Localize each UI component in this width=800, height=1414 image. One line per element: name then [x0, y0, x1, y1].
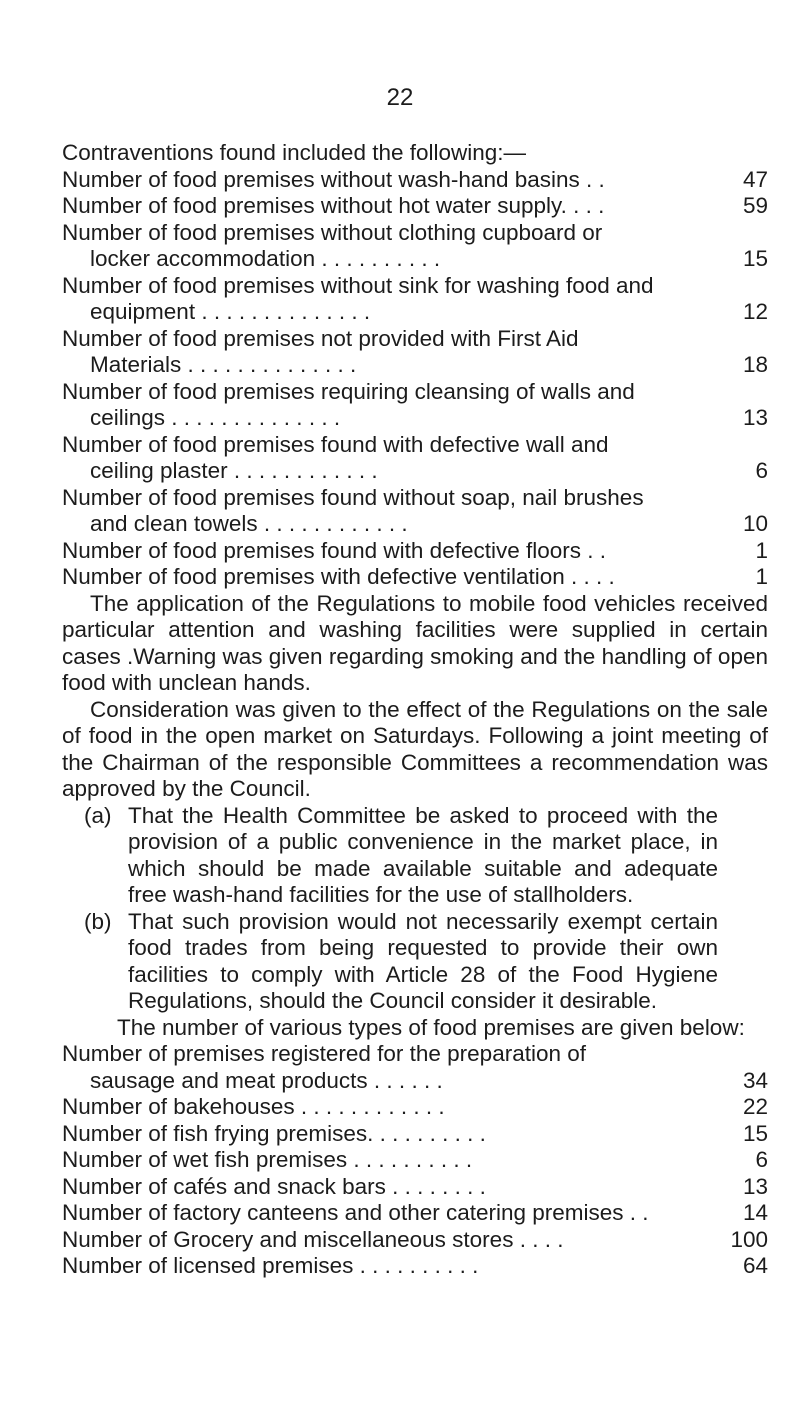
open-market-paragraph: Consideration was given to the effect of the Regulations on the sale of food in the open market on Saturdays. Following a joint meeting of the Chairman of the responsible Committees a recommendation was approved by the Council.: [62, 696, 768, 801]
contravention-label: Number of food premises without hot water supply. . . .: [62, 193, 605, 218]
premises-label: Number of wet fish premises . . . . . . . . . .: [62, 1147, 473, 1172]
premises-count: 64: [742, 1253, 768, 1278]
contravention-count: 59: [742, 193, 768, 218]
premises-row: [62, 1253, 768, 1280]
contravention-row: [62, 326, 768, 379]
page-number: 22: [386, 84, 414, 111]
contravention-count: 10: [742, 511, 768, 536]
premises-row: [62, 1227, 768, 1254]
contravention-label-cont: ceiling plaster . . . . . . . . . . . .: [90, 458, 378, 483]
premises-label: Number of fish frying premises. . . . . . . . . .: [62, 1120, 486, 1146]
premises-count: 6: [755, 1147, 768, 1172]
contravention-label: Number of food premises found with defective floors . .: [62, 537, 607, 563]
premises-count: 22: [742, 1094, 768, 1119]
premises-label: Number of premises registered for the preparation of: [62, 1041, 587, 1066]
contravention-count: 18: [742, 352, 768, 377]
premises-row: [62, 1200, 768, 1227]
recommendation-marker: (b): [84, 908, 112, 934]
contravention-count: 12: [742, 299, 768, 324]
premises-count: 15: [742, 1120, 768, 1146]
recommendation-text: That such provision would not necessarily exempt certain food trades from being requested to provide their own facilities to comply with Article 28 of the Food Hygiene Regulations, should the Council consider it desirable.: [128, 908, 718, 1013]
premises-label: Number of Grocery and miscellaneous stores . . . .: [62, 1226, 564, 1252]
premises-label-cont: sausage and meat products . . . . . .: [90, 1067, 443, 1093]
mobile-vehicles-paragraph: The application of the Regulations to mobile food vehicles received particular attention and washing facilities were supplied in certain cases .Warning was given regarding smoking and the handling of open food with unclean hands.: [62, 590, 768, 695]
contraventions-list: [62, 167, 768, 591]
recommendation-item: [84, 803, 768, 909]
contravention-label-cont: equipment . . . . . . . . . . . . . .: [90, 299, 371, 324]
premises-row: [62, 1174, 768, 1201]
contravention-label: Number of food premises with defective ventilation . . . .: [62, 564, 615, 589]
contravention-row: [62, 564, 768, 591]
contravention-label: Number of food premises found with defective wall and: [62, 431, 609, 457]
premises-row: [62, 1121, 768, 1148]
contravention-label-cont: ceilings . . . . . . . . . . . . . .: [90, 405, 341, 430]
contravention-count: 15: [742, 246, 768, 271]
contravention-label-cont: locker accommodation . . . . . . . . . .: [90, 246, 441, 271]
contravention-row: [62, 379, 768, 432]
contravention-count: 13: [742, 405, 768, 430]
premises-row: [62, 1147, 768, 1174]
premises-count: 13: [742, 1173, 768, 1199]
recommendation-marker: (a): [84, 802, 112, 828]
recommendation-text: That the Health Committee be asked to proceed with the provision of a public convenience in the market place, in which should be made available suitable and adequate free wash-hand facilities for the use of stallholders.: [128, 802, 718, 907]
premises-count: 34: [742, 1067, 768, 1093]
premises-label: Number of cafés and snack bars . . . . . . . .: [62, 1173, 486, 1199]
premises-count: 100: [730, 1226, 768, 1252]
premises-label: Number of bakehouses . . . . . . . . . . . .: [62, 1094, 445, 1119]
document-body: [62, 140, 768, 1280]
contravention-label-cont: and clean towels . . . . . . . . . . . .: [90, 511, 408, 536]
recommendation-item: [84, 909, 768, 1015]
contravention-label: Number of food premises requiring cleansing of walls and: [62, 378, 635, 404]
contravention-label: Number of food premises without clothing cupboard or: [62, 219, 603, 245]
contraventions-intro: Contraventions found included the following:—: [62, 140, 527, 165]
contravention-label: Number of food premises found without soap, nail brushes: [62, 484, 644, 510]
contravention-count: 1: [755, 537, 768, 563]
premises-count: 14: [742, 1200, 768, 1225]
contravention-row: [62, 538, 768, 565]
contravention-count: 1: [755, 564, 768, 589]
contravention-row: [62, 485, 768, 538]
premises-label: Number of factory canteens and other catering premises . .: [62, 1200, 649, 1225]
contravention-label: Number of food premises not provided with First Aid: [62, 325, 579, 351]
premises-types-list: [62, 1041, 768, 1280]
contravention-label-cont: Materials . . . . . . . . . . . . . .: [90, 352, 357, 377]
contravention-label: Number of food premises without wash-hand basins . .: [62, 166, 605, 192]
premises-label: Number of licensed premises . . . . . . . . . .: [62, 1253, 479, 1278]
premises-row: [62, 1094, 768, 1121]
contravention-row: [62, 273, 768, 326]
contravention-count: 6: [755, 458, 768, 483]
contravention-row: [62, 167, 768, 194]
premises-row: [62, 1041, 768, 1094]
contravention-row: [62, 432, 768, 485]
contravention-row: [62, 220, 768, 273]
premises-types-intro: The number of various types of food premises are given below:: [117, 1014, 745, 1040]
contravention-label: Number of food premises without sink for washing food and: [62, 272, 654, 298]
recommendations-list: [62, 803, 768, 1015]
contravention-count: 47: [742, 166, 768, 192]
contravention-row: [62, 193, 768, 220]
